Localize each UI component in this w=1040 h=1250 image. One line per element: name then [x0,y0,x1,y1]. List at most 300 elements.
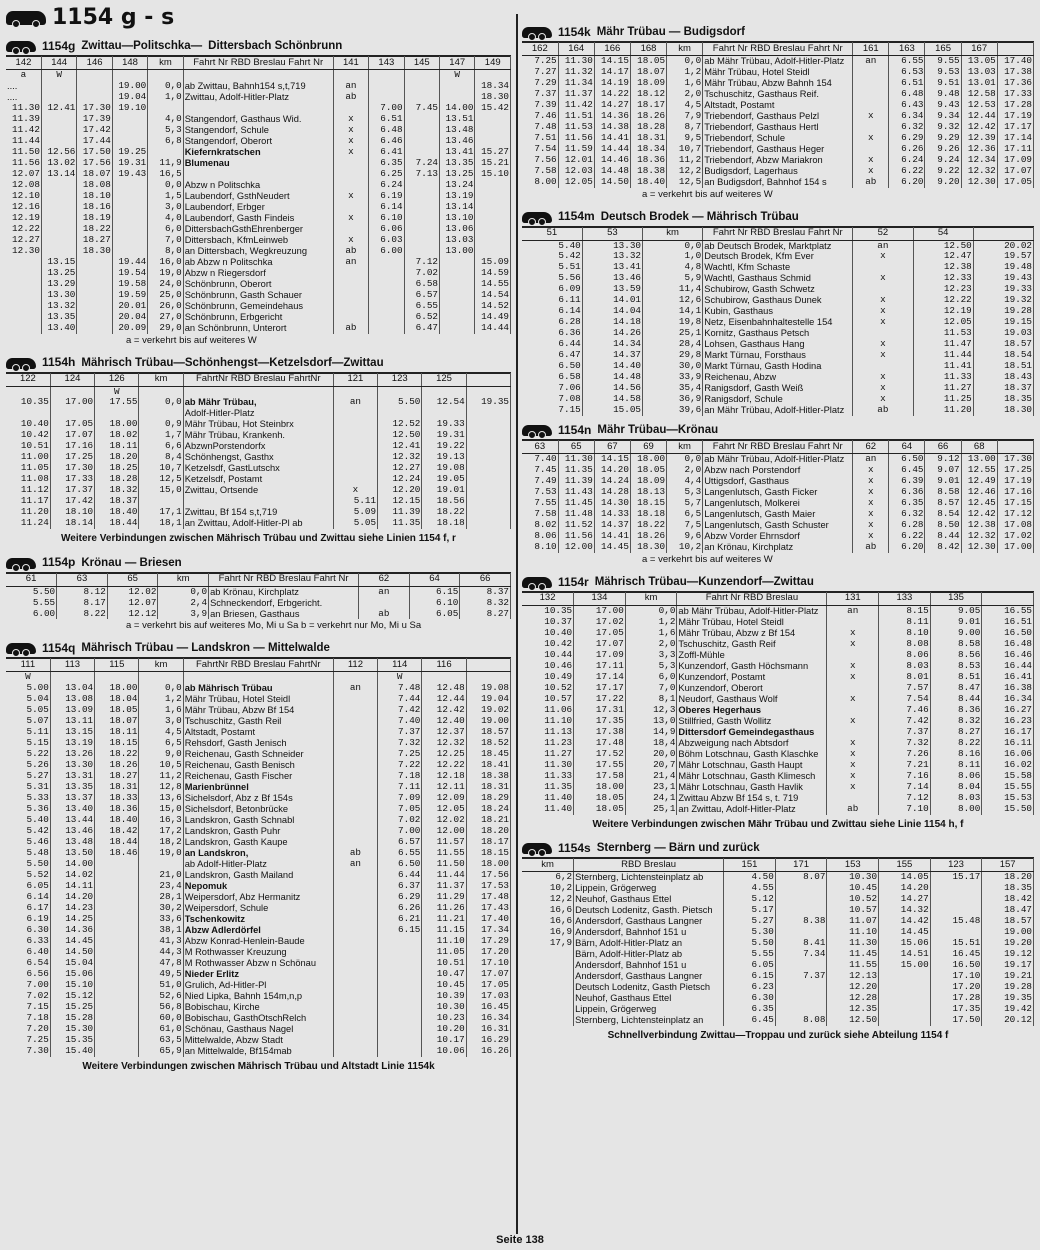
time-cell: 6.47 [522,350,582,361]
cell [378,1024,422,1035]
section-code: 1154q [42,641,76,655]
cell [466,474,510,485]
cell [466,441,510,452]
cell [440,279,475,290]
time-cell: 14.46 [594,155,630,166]
cell: x [827,628,879,639]
time-cell: 17.28 [997,100,1033,111]
stop-name-cell: Weipersdorf, Abz Hermanitz [183,892,333,903]
time-cell: 15.04 [50,958,94,969]
time-cell: 7.37 [775,971,827,982]
table-row [522,993,1034,1004]
time-cell: 6.56 [6,969,50,980]
km-cell: 0,0 [139,397,183,408]
time-cell: 12.22 [422,760,466,771]
time-cell: 11.45 [558,498,594,509]
cell [404,81,439,92]
table-row [6,936,511,947]
cell [95,991,139,1002]
time-cell: 6.33 [6,936,50,947]
time-cell: 18.56 [422,496,466,507]
time-cell: 18.10 [50,507,94,518]
cell [333,749,377,760]
cell [466,672,510,683]
time-cell: 13.32 [582,251,642,262]
cell [930,927,982,938]
km-cell: 12,5 [667,177,703,188]
time-cell: 19.12 [982,949,1034,960]
section-route: Mährisch Trübau—Schönhengst—Ketzelsdorf—Zwittau [81,356,384,369]
cell [422,386,466,397]
time-cell: 9.53 [925,67,961,78]
km-cell: 6,6 [139,441,183,452]
time-cell: 8.06 [879,650,931,661]
time-cell: 19.43 [973,273,1033,284]
time-cell: 14.27 [879,894,931,905]
cell [404,114,439,125]
cell [50,386,94,397]
time-cell: 17.30 [997,454,1033,465]
time-cell: 12.20 [378,485,422,496]
time-cell: 18.21 [466,815,510,826]
cell [466,496,510,507]
cell [333,672,377,683]
time-cell: 14.56 [582,383,642,394]
stop-name-cell: Grulich, Ad-Hitler-Pl [183,980,333,991]
cell [466,507,510,518]
km-cell: 11,2 [139,771,183,782]
time-cell: 16.50 [930,960,982,971]
time-cell: 7.37 [522,89,558,100]
time-cell: 11.39 [6,114,41,125]
time-cell: 6.47 [404,323,439,334]
cell [77,81,112,92]
column-header: 147 [440,57,475,70]
time-cell: 18.14 [50,518,94,529]
time-cell: 8.58 [930,639,982,650]
time-cell: 6.10 [369,213,404,224]
cell [378,1013,422,1024]
cell: ab [333,323,368,334]
cell [827,727,879,738]
time-cell: 8.58 [925,487,961,498]
column-header: 69 [630,441,666,454]
column-header [466,373,510,386]
cell [6,279,41,290]
time-cell: 12.46 [961,487,997,498]
time-cell: 8.50 [925,520,961,531]
time-cell: 10.37 [522,617,574,628]
time-cell: 13.01 [961,78,997,89]
time-cell: 17.30 [50,463,94,474]
time-cell: 12.56 [41,147,76,158]
km-cell: 5,3 [625,661,677,672]
timetable [522,440,1034,553]
km-cell: 6,8 [148,136,183,147]
time-cell: 13.37 [50,793,94,804]
section-note: Weitere Verbindungen zwischen Mähr Trübau und Zwittau siehe Linie 1154 h, f [592,818,964,830]
table-row [522,782,1034,793]
km-cell: 25,1 [643,328,703,339]
column-header: 143 [369,57,404,70]
cell: x [827,716,879,727]
time-cell: 8.41 [775,938,827,949]
time-cell: 7.24 [404,158,439,169]
time-cell: 7.21 [879,760,931,771]
km-cell: 6,5 [139,738,183,749]
time-cell: 11.30 [522,760,574,771]
column-header: 61 [6,573,57,586]
stop-name-cell: ab Mähr Trübau, Adolf-Hitler-Platz [677,605,827,616]
cell: x [827,694,879,705]
time-cell: 11.05 [422,947,466,958]
time-cell: 7.57 [879,683,931,694]
km-cell: 3,9 [158,608,209,619]
km-cell: 24,1 [625,793,677,804]
cell [827,650,879,661]
stop-name-cell: an Krönau, Kirchplatz [703,542,853,553]
time-cell: 13.46 [50,826,94,837]
km-cell: 30,2 [139,903,183,914]
section-title [522,574,1034,592]
time-cell: 8.53 [930,661,982,672]
time-cell: 18.44 [95,518,139,529]
time-cell: 11.10 [522,716,574,727]
time-cell: 7.26 [879,749,931,760]
cell [522,993,574,1004]
section-title [6,555,511,573]
time-cell: 17.14 [997,133,1033,144]
stop-name-cell: Schönbrunn, Gasth Schauer [183,290,333,301]
time-cell: 6.22 [889,531,925,542]
km-cell: 9,0 [139,749,183,760]
table-row [522,793,1034,804]
timetable [6,658,511,1057]
time-cell: 19.54 [112,268,147,279]
cell [440,268,475,279]
table-row [6,683,511,694]
time-cell: 14.42 [879,916,931,927]
cell [112,114,147,125]
table-row [6,257,511,268]
section-route: Mähr Trübau — Budigsdorf [596,25,745,38]
time-cell: 11.42 [6,125,41,136]
time-cell: 7.54 [879,694,931,705]
time-cell: 18.30 [475,92,511,103]
km-cell: 0,0 [139,683,183,694]
time-cell: 17.58 [574,771,626,782]
time-cell: 11.30 [827,938,879,949]
time-cell: 9.00 [930,628,982,639]
table-row [6,586,511,597]
cell [77,312,112,323]
time-cell: 8.38 [775,916,827,927]
time-cell: 5.50 [6,859,50,870]
time-cell: 18.34 [475,81,511,92]
table-row [522,509,1034,520]
km-cell: 7,9 [667,111,703,122]
time-cell: 12.09 [422,793,466,804]
time-cell: 14.48 [582,372,642,383]
km-cell: 15,0 [139,485,183,496]
table-row [522,273,1034,284]
km-cell: 3,3 [625,650,677,661]
column-header: 52 [853,227,913,240]
table-row [522,67,1034,78]
cell: ab [333,246,368,257]
time-cell: 17.28 [930,993,982,1004]
time-cell: 18.22 [95,749,139,760]
column-header: 141 [333,57,368,70]
column-header: 65 [558,441,594,454]
time-cell: 12.34 [961,155,997,166]
table-row [522,166,1034,177]
time-cell: 7.02 [378,815,422,826]
section-title [522,422,1034,440]
cell: x [827,738,879,749]
table-row [522,949,1034,960]
time-cell: 18.44 [95,837,139,848]
time-cell: 12.52 [378,419,422,430]
km-cell: 21,4 [625,771,677,782]
time-cell: 17.38 [574,727,626,738]
column-header: 54 [913,227,973,240]
time-cell: 18.26 [630,111,666,122]
time-cell: 18.15 [95,738,139,749]
time-cell: 16.45 [930,949,982,960]
cell: x [853,520,889,531]
column-header: 116 [422,659,466,672]
km-cell: 2,0 [667,465,703,476]
time-cell: 17.17 [997,122,1033,133]
section-route: Mährisch Trübau—Kunzendorf—Zwittau [594,575,814,588]
km-cell: 8,0 [148,246,183,257]
cell [333,826,377,837]
cell [879,971,931,982]
time-cell: 18.22 [630,520,666,531]
km-cell: 0,9 [139,419,183,430]
cell [333,837,377,848]
cell: ab [853,405,913,416]
stop-name-cell: Lippein, Grögerweg [574,883,724,894]
time-cell: 12.32 [961,531,997,542]
stop-name-cell: Ketzelsdf, Postamt [183,474,333,485]
table-row [522,760,1034,771]
cell [853,89,889,100]
cell [333,793,377,804]
time-cell: 18.22 [77,224,112,235]
table-row [522,339,1034,350]
time-cell: 13.04 [50,683,94,694]
km-cell: 1,2 [667,67,703,78]
time-cell: 6.20 [889,177,925,188]
time-cell: 12.13 [827,971,879,982]
table-row [522,683,1034,694]
stop-name-cell: Reichenau, Gasth Benisch [183,760,333,771]
time-cell: 19.13 [422,452,466,463]
table-row [6,268,511,279]
table-row [6,136,511,147]
cell [404,246,439,257]
km-cell: 4,4 [667,476,703,487]
time-cell: 7.46 [879,705,931,716]
column-header: 167 [961,43,997,56]
stop-name-cell: Böhm Lotschnau, Gasth Klaschke [677,749,827,760]
time-cell: 17.16 [50,441,94,452]
time-cell: 5.27 [6,771,50,782]
table-row [522,295,1034,306]
table-row [6,749,511,760]
cell [41,114,76,125]
time-cell: 7.12 [879,793,931,804]
time-cell: 5.11 [333,496,377,507]
time-cell: 16.51 [982,617,1034,628]
time-cell: 10.40 [6,419,50,430]
time-cell: 12.23 [913,284,973,295]
time-cell: 11.35 [522,782,574,793]
cell [422,672,466,683]
km-cell: 0,0 [625,605,677,616]
time-cell: 13.41 [440,147,475,158]
time-cell: 12.05 [422,804,466,815]
time-cell: 11.20 [913,405,973,416]
time-cell: 6.00 [369,246,404,257]
stop-name-cell: AbzwnPorstendorfx [183,441,333,452]
cell [41,180,76,191]
time-cell: 17.30 [77,103,112,114]
time-cell: 18.36 [95,804,139,815]
cell [475,180,511,191]
time-cell: 7.49 [522,476,558,487]
km-cell: 16,9 [522,927,574,938]
time-cell: 13.14 [440,202,475,213]
stop-name-cell: Zwittau, Adolf-Hitler-Platz [183,92,333,103]
column-header: 168 [630,43,666,56]
time-cell: 17.48 [574,738,626,749]
time-cell: 17.42 [77,125,112,136]
stop-name-cell: ab Mährisch Trübau [183,683,333,694]
time-cell: 12.41 [378,441,422,452]
cell [879,993,931,1004]
column-header: 134 [574,592,626,605]
table-row [522,927,1034,938]
table-row [6,804,511,815]
time-cell: 8.11 [879,617,931,628]
table-row [6,386,511,397]
time-cell: 13.14 [41,169,76,180]
table-row [6,738,511,749]
time-cell: 5.42 [522,251,582,262]
bus-icon [522,212,552,223]
stop-name-cell: Reichenau, Abzw [703,372,853,383]
time-cell: 6.45 [889,465,925,476]
section-note: Weitere Verbindungen zwischen Mährisch Trübau und Zwittau siehe Linien 1154 f, r [61,533,456,545]
km-cell: 15,0 [139,804,183,815]
cell [112,246,147,257]
time-cell: 18.00 [95,683,139,694]
time-cell: 18.05 [574,793,626,804]
stop-name-cell: Langenlutsch, Gasth Schuster [703,520,853,531]
km-cell: 14,9 [625,727,677,738]
time-cell: 7.58 [522,166,558,177]
time-cell: 7.51 [522,133,558,144]
cell: x [827,672,879,683]
time-cell: 5.09 [333,507,377,518]
km-cell: 5,3 [148,125,183,136]
table-header-row [522,859,1034,872]
time-cell: 5.55 [6,597,57,608]
time-cell: 7.58 [522,509,558,520]
time-cell: 6.05 [409,608,460,619]
time-cell: 13.00 [961,454,997,465]
stop-name-cell: ab Mähr Trübau, Adolf-Hitler-Platz [703,454,853,465]
cell: x [333,191,368,202]
cell [95,1024,139,1035]
column-header [973,227,1033,240]
cell [95,947,139,958]
stop-name-cell: ab Mähr Trübau, Adolf-Hitler-Platz [703,56,853,67]
cell [369,301,404,312]
stop-name-cell: Dittersbach, KfmLeinweb [183,235,333,246]
time-cell: 6.29 [378,892,422,903]
section-route: Mähr Trübau—Krönau [597,424,719,437]
cell [333,705,377,716]
cell: a [6,70,41,81]
km-cell: 26,0 [148,301,183,312]
stop-name-cell: Tschuschitz, Gasth Reil [183,716,333,727]
stop-name-cell: Triebendorf, Gasthaus Pelzl [703,111,853,122]
time-cell: 19.35 [982,993,1034,1004]
km-cell: 21,0 [139,870,183,881]
stop-name-cell: Bobischau, Kirche [183,1002,333,1013]
time-cell: 14.45 [594,542,630,553]
stop-name-cell: ab Adolf-Hitler-Platz [183,859,333,870]
cell: x [827,639,879,650]
table-row [6,672,511,683]
time-cell: 18.02 [95,430,139,441]
km-cell: 7,0 [625,683,677,694]
cell [333,980,377,991]
time-cell: 13.00 [440,246,475,257]
time-cell: 8.17 [57,597,108,608]
time-cell: 13.46 [440,136,475,147]
time-cell: 16.50 [982,628,1034,639]
stop-name-cell: Tschenkowitz [183,914,333,925]
time-cell: 6.51 [889,78,925,89]
column-header: 153 [827,859,879,872]
time-cell: 11.24 [6,518,50,529]
time-cell: 18.40 [95,507,139,518]
cell [95,881,139,892]
time-cell: 11.13 [522,727,574,738]
cell: x [853,295,913,306]
stop-name-cell: .... [6,81,41,92]
time-cell: 7.10 [879,804,931,815]
time-cell: 19.05 [422,474,466,485]
time-cell: 18.20 [982,872,1034,883]
time-cell: 14.45 [50,936,94,947]
time-cell: 12.27 [6,235,41,246]
time-cell: 18.18 [422,518,466,529]
table-header-row [522,441,1034,454]
km-cell: 25,1 [625,804,677,815]
cell [333,180,368,191]
km-cell: 33,9 [643,372,703,383]
time-cell: 11.10 [422,936,466,947]
time-cell: 16.41 [982,672,1034,683]
time-cell: 18.08 [77,180,112,191]
time-cell: 12.38 [961,520,997,531]
